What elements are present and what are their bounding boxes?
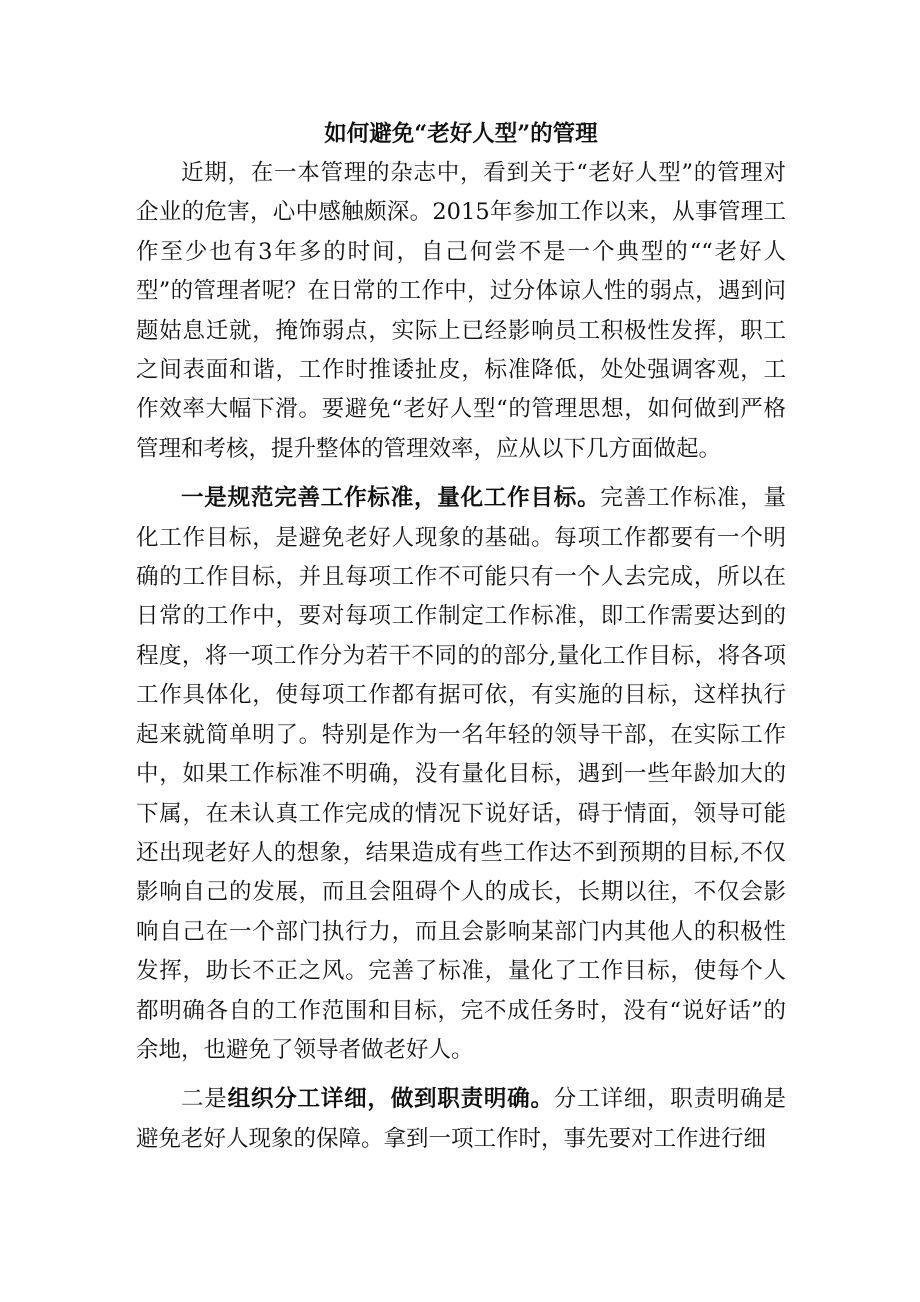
section-2-body: 分工详细，职责明确是避免老好人现象的保障。拿到一项工作时，事先要对工作进行细 bbox=[136, 1086, 786, 1152]
section-1-heading: 一是规范完善工作标准，量化工作目标。 bbox=[181, 485, 601, 512]
section-1-body: 完善工作标准，量化工作目标，是避免老好人现象的基础。每项工作都要有一个明确的工作目标，并且每项工作不可能只有一个人去完成，所以在日常的工作中，要对每项工作制定工作标准，即工作需要达到的程度，将一项工作分为若干不同的的部分,量化工作目标，将各项工作具体化，使每项工作都有据可依，有实施的目标，这样执行起来就简单明了。特别是作为一名年轻的领导干部，在实际工作中，如果工作标准不明确，没有量化目标，遇到一些年龄加大的下属，在未认真工作完成的情况下说好话，碍于情面，领导可能还出现老好人的想象，结果造成有些工作达不到预期的目标,不仅影响自己的发展，而且会阻碍个人的成长，长期以往，不仅会影响自己在一个部门执行力，而且会影响某部门内其他人的积极性发挥，助长不正之风。完善了标准，量化了工作目标，使每个人都明确各自的工作范围和目标，完不成任务时，没有“说好话”的余地，也避免了领导者做老好人。 bbox=[136, 485, 786, 1063]
section-2-heading: 组织分工详细，做到职责明确。 bbox=[227, 1086, 554, 1113]
section-1-paragraph bbox=[136, 479, 786, 1070]
section-2-prefix: 二是 bbox=[181, 1086, 228, 1113]
intro-paragraph: 近期，在一本管理的杂志中，看到关于“老好人型”的管理对企业的危害，心中感触颇深。2015年参加工作以来，从事管理工作至少也有3年多的时间，自己何尝不是一个典型的““老好人型”的管理者呢？在日常的工作中，过分体谅人性的弱点，遇到问题姑息迁就，掩饰弱点，实际上已经影响员工积极性发挥，职工之间表面和谐，工作时推诿扯皮，标准降低，处处强调客观，工作效率大幅下滑。要避免“老好人型“的管理思想，如何做到严格管理和考核，提升整体的管理效率，应从以下几方面做起。 bbox=[136, 160, 786, 462]
document-title: 如何避免“老好人型”的管理 bbox=[324, 121, 598, 147]
document-body bbox=[136, 114, 786, 1159]
section-2-paragraph bbox=[136, 1080, 786, 1159]
